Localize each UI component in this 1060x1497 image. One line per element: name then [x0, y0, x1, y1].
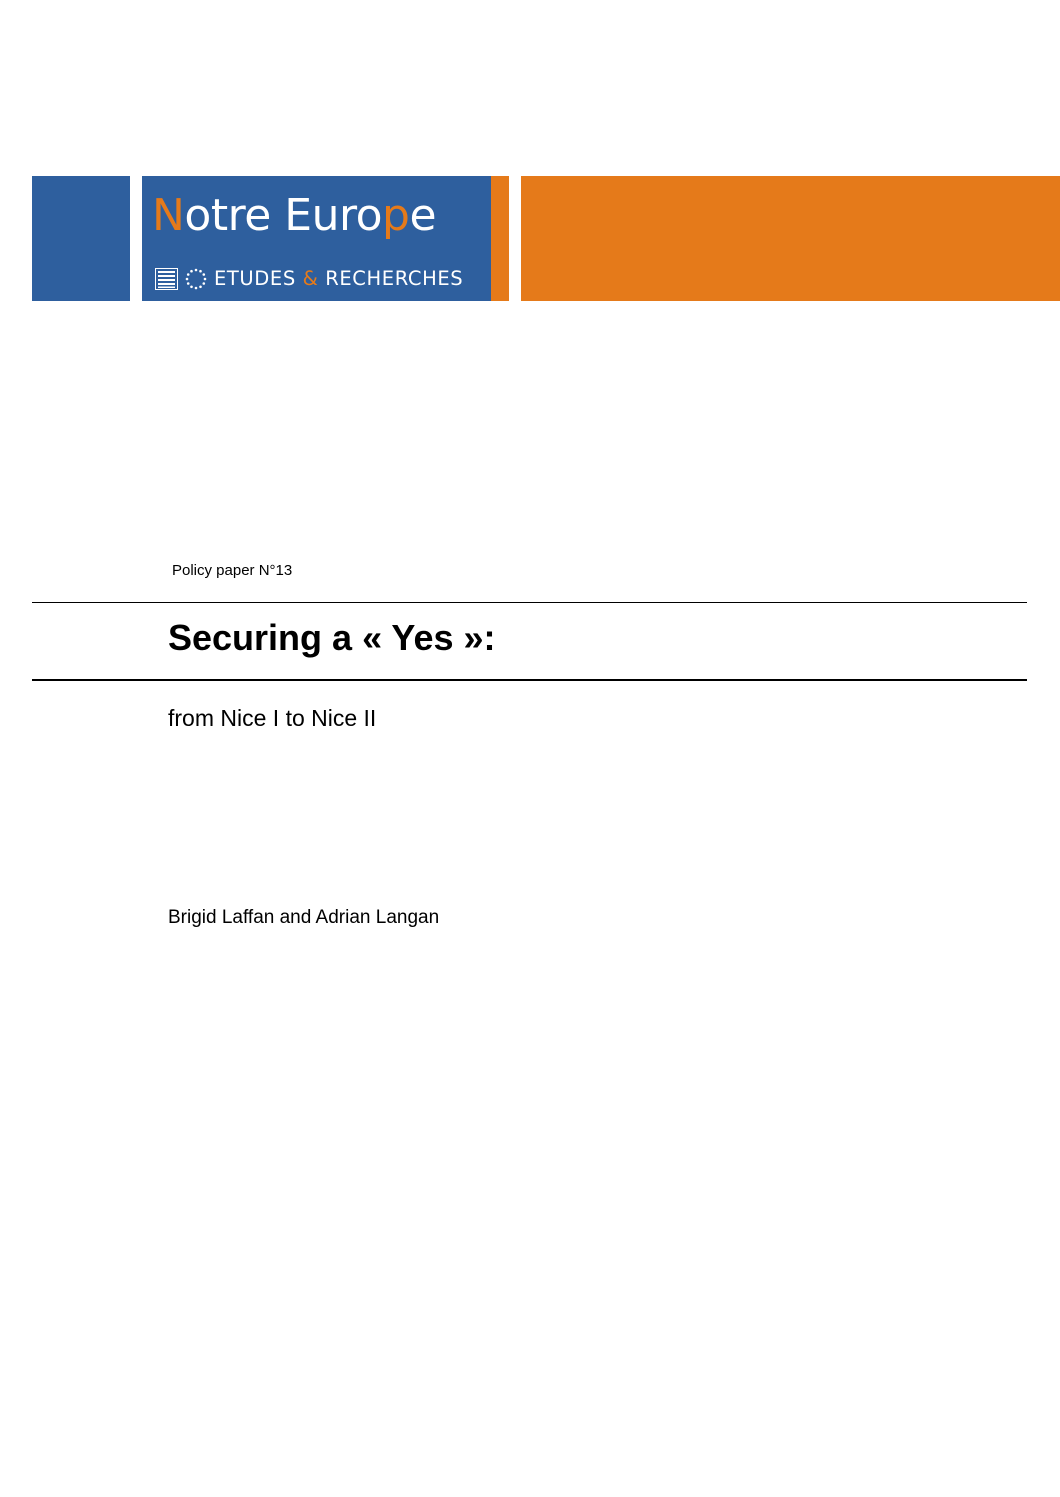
header-orange-strip [491, 176, 509, 301]
logo-subtitle-recherches: RECHERCHES [318, 267, 464, 291]
divider-bottom [32, 679, 1027, 681]
eu-star-dot [187, 282, 190, 285]
eu-star-dot [187, 273, 190, 276]
logo-text-otre-euro: otre Euro [184, 190, 383, 241]
eu-star-dot [199, 270, 202, 273]
logo-letter-e: e [409, 190, 437, 241]
logo-subtitle [155, 266, 463, 292]
header-orange-block-right [521, 176, 1060, 301]
document-authors: Brigid Laffan and Adrian Langan [168, 907, 440, 928]
eu-stars-icon [184, 267, 208, 291]
series-label: Policy paper N°13 [172, 562, 293, 579]
logo-subtitle-ampersand: & [302, 267, 319, 291]
eu-star-dot [186, 278, 189, 281]
logo-letter-p: p [382, 190, 410, 241]
eu-star-dot [190, 270, 193, 273]
eu-star-dot [202, 282, 205, 285]
eu-star-dot [195, 287, 198, 290]
eu-star-dot [190, 285, 193, 288]
logo-letter-n: N [152, 190, 185, 241]
eu-star-dot [202, 273, 205, 276]
eu-star-dot [204, 278, 207, 281]
logo-subtitle-etudes: ETUDES [214, 267, 303, 291]
document-title: Securing a « Yes »: [168, 617, 496, 658]
header-blue-block-left [32, 176, 130, 301]
eu-star-dot [195, 269, 198, 272]
logo-subtitle-text [214, 269, 463, 289]
eu-star-dot [199, 285, 202, 288]
document-subtitle: from Nice I to Nice II [168, 705, 377, 731]
divider-top [32, 602, 1027, 603]
document-lines-icon [155, 268, 178, 290]
logo-wordmark [152, 190, 437, 241]
